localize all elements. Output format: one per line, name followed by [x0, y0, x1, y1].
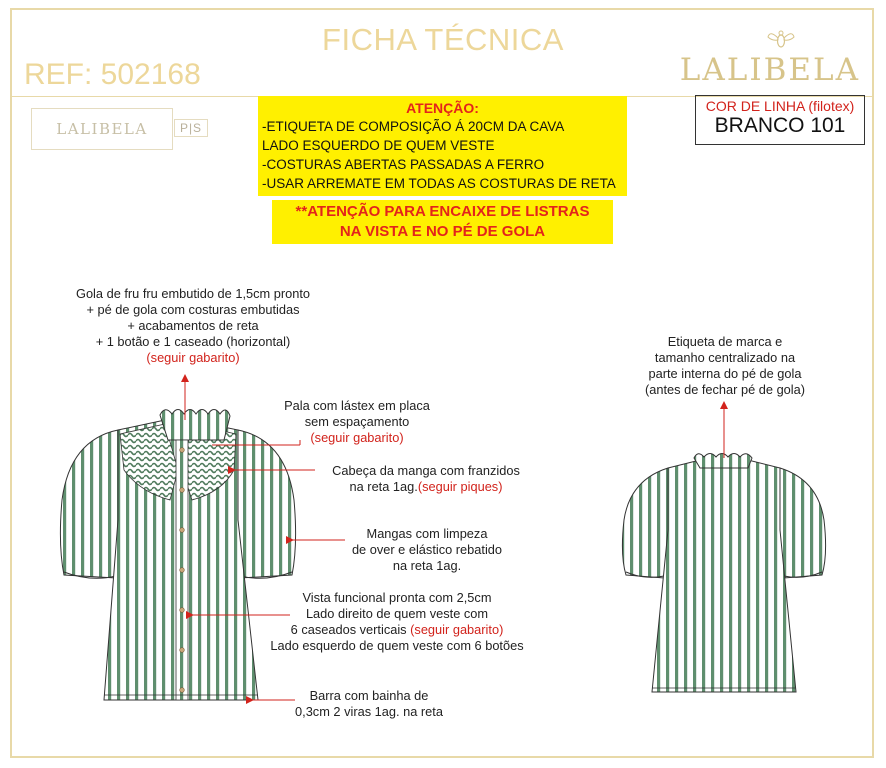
note-text-red: (seguir gabarito) [410, 622, 504, 637]
warning-line: NA VISTA E NO PÉ DE GOLA [339, 223, 546, 240]
note-text: 6 caseados verticais [290, 622, 407, 637]
note-line-red: (seguir gabarito) [310, 430, 404, 445]
note-line: Pala com lástex em placa [284, 398, 430, 413]
collar-note [58, 286, 328, 366]
note-line: Etiqueta de marca e [667, 334, 783, 349]
back-right-sleeve [778, 468, 826, 578]
note-line: Vista funcional pronta com 2,5cm [302, 590, 492, 605]
note-text: na reta 1ag. [349, 479, 418, 494]
reference-number: REF: 502168 [24, 58, 201, 91]
note-line: sem espaçamento [304, 414, 410, 429]
brand-label-sample: LALIBELA [31, 108, 173, 150]
note-line: de over e elástico rebatido [351, 542, 503, 557]
note-line: + pé de gola com costuras embutidas [86, 302, 300, 317]
note-line: na reta 1ag. [392, 558, 462, 573]
note-line [316, 479, 536, 495]
thread-color-value: BRANCO 101 [714, 114, 846, 137]
note-line: Lado esquerdo de quem veste com 6 botões [270, 638, 524, 653]
thread-color-label: COR DE LINHA (filotex) [705, 98, 855, 114]
attention-line: -USAR ARREMATE EM TODAS AS COSTURAS DE RETA [262, 176, 616, 191]
note-line: + 1 botão e 1 caseado (horizontal) [95, 334, 291, 349]
sleeve-head-note [316, 463, 536, 495]
attention-line: LADO ESQUERDO DE QUEM VESTE [262, 138, 495, 153]
note-line: Lado direito de quem veste com [305, 606, 489, 621]
attention-title: ATENÇÃO: [406, 100, 479, 116]
warning-line: **ATENÇÃO PARA ENCAIXE DE LISTRAS [295, 203, 590, 220]
attention-line: -COSTURAS ABERTAS PASSADAS A FERRO [262, 157, 545, 172]
note-line: tamanho centralizado na [654, 350, 796, 365]
placket-note [256, 590, 538, 654]
attention-line: -ETIQUETA DE COMPOSIÇÃO Á 20CM DA CAVA [262, 119, 565, 134]
yoke-note [262, 398, 452, 446]
note-line [256, 622, 538, 638]
back-collar [694, 454, 752, 469]
front-left-sleeve [60, 430, 122, 578]
page-title: FICHA TÉCNICA [322, 22, 564, 57]
front-right-sleeve [234, 430, 296, 578]
hem-note [280, 688, 458, 720]
sleeves-note [342, 526, 512, 574]
size-label-sample: P|S [174, 119, 208, 137]
note-line: + acabamentos de reta [127, 318, 259, 333]
note-line: Gola de fru fru embutido de 1,5cm pronto [75, 286, 311, 301]
note-line: Barra com bainha de [309, 688, 429, 703]
note-line: 0,3cm 2 viras 1ag. na reta [295, 704, 443, 719]
back-shirt-drawing [622, 454, 825, 693]
note-line: parte interna do pé de gola [648, 366, 802, 381]
back-body [652, 460, 796, 692]
brand-logo: LALIBELA [679, 52, 860, 88]
front-collar [160, 410, 230, 441]
note-line: Mangas com limpeza [366, 526, 488, 541]
back-label-note [630, 334, 820, 398]
front-shirt-drawing [60, 410, 295, 701]
note-line: (antes de fechar pé de gola) [644, 382, 806, 397]
note-text-red: (seguir piques) [417, 479, 503, 494]
note-line-red: (seguir gabarito) [146, 350, 240, 365]
back-left-sleeve [622, 468, 670, 578]
note-line: Cabeça da manga com franzidos [332, 463, 520, 478]
